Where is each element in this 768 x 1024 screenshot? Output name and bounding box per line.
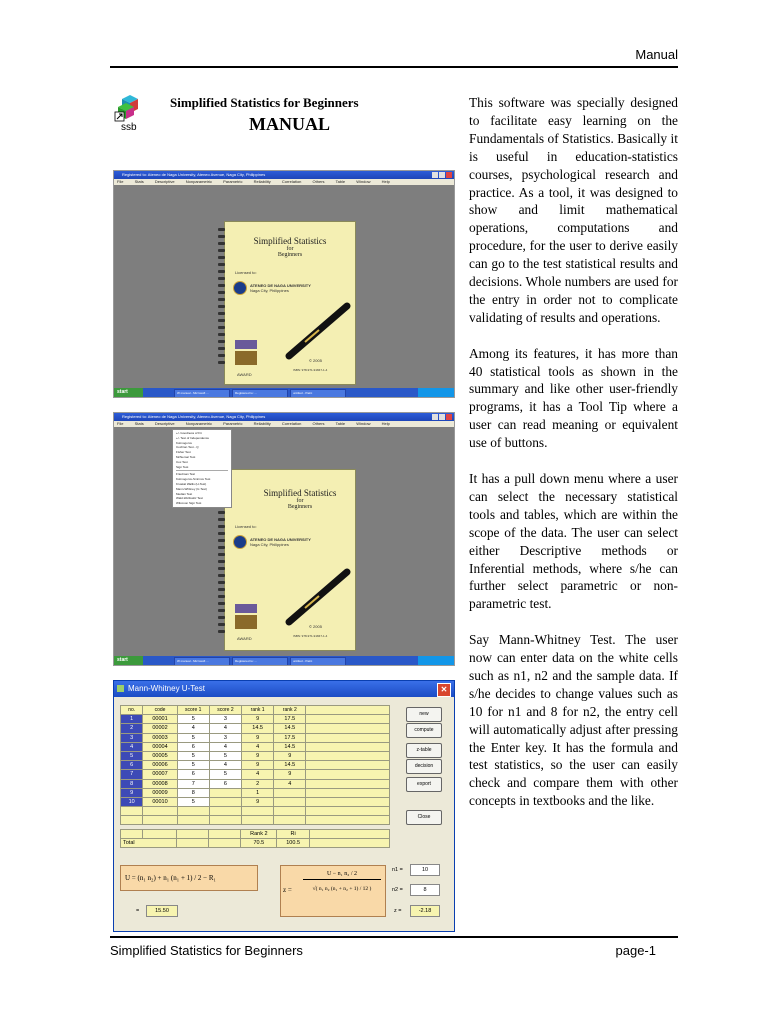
menu-item[interactable]: Help — [381, 421, 390, 426]
menu-item[interactable]: Correlation — [281, 421, 302, 426]
mann-whitney-titlebar — [114, 681, 454, 697]
dropdown-item[interactable]: Wald-Wolfowitz Test — [176, 496, 203, 501]
u-value: 15.50 — [146, 905, 178, 917]
data-table — [120, 705, 390, 825]
menu-bar — [114, 421, 454, 427]
maximize-icon[interactable] — [439, 414, 445, 420]
dropdown-item[interactable]: Kolmogorov — [176, 440, 193, 445]
dropdown-item[interactable]: +/- Test of Independence — [176, 435, 210, 440]
menu-item[interactable]: File — [117, 179, 124, 184]
award-badge-icon — [235, 604, 259, 634]
export-button[interactable]: export — [406, 777, 442, 792]
splash-title: Simplified Statistics — [253, 236, 327, 246]
column-header: score 1 — [177, 706, 209, 715]
table-row: 1 00001 5 3 9 17.5 — [121, 715, 390, 724]
minimize-icon[interactable] — [432, 414, 438, 420]
dropdown-item[interactable]: Median Test — [176, 491, 193, 496]
menu-bar — [114, 179, 454, 185]
column-header: rank 1 — [242, 706, 274, 715]
doc-subtitle: MANUAL — [249, 114, 330, 134]
table-row — [121, 807, 390, 816]
app-icon — [117, 685, 124, 692]
mann-whitney-window — [113, 680, 455, 932]
table-row: 7 00007 6 5 4 9 — [121, 770, 390, 779]
empty-cell — [306, 706, 390, 715]
z-value: -2.18 — [410, 905, 440, 917]
dropdown-item[interactable]: Kruskal Wallis (H-Test) — [176, 481, 207, 486]
award-badge-icon — [235, 340, 259, 370]
taskbar-item[interactable]: Registered to: ... — [232, 389, 288, 398]
pen-icon — [285, 566, 355, 626]
menu-item[interactable]: Window — [356, 421, 371, 426]
dropdown-item[interactable]: +/- Goodness of Fit — [176, 431, 202, 435]
close-button[interactable]: Close — [406, 810, 442, 825]
start-button[interactable]: start — [114, 388, 143, 397]
table-row: 10 00010 5 9 — [121, 797, 390, 806]
window-titlebar: Registered to: Ateneo de Naga University, Ateneo Avenue, Naga City, Philippines — [114, 413, 454, 421]
pen-icon — [285, 300, 355, 360]
dropdown-item[interactable]: Fisher Test — [176, 450, 191, 455]
menu-item[interactable]: Nonparametric — [185, 179, 212, 184]
column-header: score 2 — [209, 706, 241, 715]
splash-notebook: Simplified Statistics for Beginners Licensed to: ATENEO DE NAGA UNIVERSITY Naga City, Philippines AWARD © 2005 ISBN: 978-971-91847-1-4 — [224, 469, 356, 651]
menu-item[interactable]: Stats — [134, 421, 144, 426]
window-titlebar: Registered to: Ateneo de Naga University, Ateneo Avenue, Naga City, Philippines — [114, 171, 454, 179]
app-screenshot-menu — [113, 412, 455, 666]
dropdown-item[interactable]: Cox Test — [176, 459, 188, 464]
dropdown-item[interactable]: Kolmogorov-Smirnov Test — [176, 477, 211, 482]
menu-item[interactable]: Stats — [134, 179, 144, 184]
decision-button[interactable]: decision — [406, 759, 442, 774]
new-button[interactable]: new — [406, 707, 442, 722]
close-icon[interactable] — [446, 414, 452, 420]
u-formula: U = (n₁ n₂) + n₁ (n₁ + 1) / 2 − R₁ — [120, 865, 258, 891]
menu-item[interactable]: Parametric — [223, 421, 243, 426]
dropdown-item[interactable]: McNemar Test — [176, 454, 196, 459]
table-row — [121, 816, 390, 825]
menu-item[interactable]: Parametric — [223, 179, 243, 184]
compute-button[interactable]: compute — [406, 723, 442, 738]
splash-notebook: Simplified Statistics for Beginners Licensed to: ATENEO DE NAGA UNIVERSITY Naga City, Philippines AWARD © 2005 ISBN: 978-971-91847-1-4 — [224, 221, 356, 385]
totals-row: Total 70.5 100.5 — [121, 839, 390, 848]
menu-item[interactable]: Reliability — [253, 179, 271, 184]
taskbar — [114, 656, 454, 665]
menu-item[interactable]: Table — [335, 421, 346, 426]
nonparametric-dropdown-menu — [172, 429, 232, 508]
dropdown-item[interactable]: Mann-Whitney (U-Test) — [176, 486, 207, 491]
minimize-icon[interactable] — [432, 172, 438, 178]
taskbar-item[interactable]: untitled - Paint — [290, 389, 346, 398]
start-button[interactable]: start — [114, 656, 143, 665]
close-icon[interactable] — [446, 172, 452, 178]
table-header-row — [121, 706, 390, 715]
university-seal-icon — [233, 535, 247, 549]
table-row: 6 00006 5 4 9 14.5 — [121, 761, 390, 770]
system-tray — [418, 656, 454, 665]
menu-item[interactable]: Reliability — [253, 421, 271, 426]
menu-item[interactable]: Correlation — [281, 179, 302, 184]
totals-table — [120, 829, 390, 848]
dropdown-item[interactable]: Cochran Test - Q — [176, 445, 199, 450]
menu-item[interactable]: Help — [381, 179, 390, 184]
dropdown-item[interactable]: Friedman Test — [176, 472, 195, 477]
z-label: z = — [394, 908, 402, 914]
splash-title: Simplified Statistics — [263, 488, 337, 498]
footer-title: Simplified Statistics for Beginners — [110, 943, 303, 958]
menu-item[interactable]: Descriptive — [154, 421, 175, 426]
body-text — [469, 94, 678, 828]
taskbar-item[interactable]: W manual - Microsoft ... — [174, 389, 230, 398]
table-row: 4 00004 6 4 4 14.5 — [121, 742, 390, 751]
header-label: Manual — [635, 47, 678, 62]
maximize-icon[interactable] — [439, 172, 445, 178]
taskbar-item[interactable]: Registered to: ... — [232, 657, 288, 666]
n2-input[interactable]: 8 — [410, 884, 440, 896]
paragraph: Among its features, it has more than 40 statistical tools as shown in the summary and like other user-friendly programs, it has a Tool Tip where a user can read meaning or equivalent use of buttons. — [469, 345, 678, 451]
footer-rule — [110, 936, 678, 938]
menu-item[interactable]: Table — [335, 179, 346, 184]
menu-item[interactable]: Descriptive — [154, 179, 175, 184]
taskbar-item[interactable]: W manual - Microsoft ... — [174, 657, 230, 666]
close-icon[interactable]: ✕ — [437, 683, 451, 697]
system-tray — [418, 388, 454, 397]
dropdown-item[interactable]: Wilcoxon Sign Test — [176, 501, 202, 506]
paragraph: This software was specially designed to facilitate easy learning on the Fundamentals of Statistics. Basically it is useful in education-statistics courses, psychological research and practice. As a tool, it was designed to show and limit mathematical operations, computations and procedure, for the user to derive easily can go to the test statistical results and decisions. Whole numbers are used for the entry in order not to complicate validating of results and operations. — [469, 95, 678, 325]
column-header: no. — [121, 706, 143, 715]
n2-label: n2 = — [392, 887, 403, 893]
menu-item[interactable]: Window — [356, 179, 371, 184]
z-table-button[interactable]: z-table — [406, 743, 442, 758]
university-seal-icon — [233, 281, 247, 295]
column-header: rank 2 — [274, 706, 306, 715]
table-row: 9 00009 8 1 — [121, 788, 390, 797]
taskbar-item[interactable]: untitled - Paint — [290, 657, 346, 666]
z-formula: z = U − n₁ n₂ / 2 √( n₁ n₂ (n₁ + n₂ + 1) / 12 ) — [280, 865, 386, 917]
column-header: code — [143, 706, 177, 715]
window-title: Mann-Whitney U-Test — [128, 684, 205, 693]
totals-header-row: Rank 2 Ri — [121, 830, 390, 839]
page-number: page-1 — [615, 943, 656, 958]
u-label: = — [136, 908, 140, 914]
n1-input[interactable]: 10 — [410, 864, 440, 876]
dropdown-item[interactable]: Sign Test — [176, 464, 189, 469]
paragraph: It has a pull down menu where a user can select the necessary statistical tools and tables, which are within the scope of the data. The user can select either Descriptive methods or Inferential methods, where s/he can further select parametric or non-parametric test. — [469, 471, 678, 612]
menu-item[interactable]: Others — [312, 421, 325, 426]
logo-caption: ssb — [121, 122, 137, 133]
table-row: 5 00005 5 5 9 9 — [121, 751, 390, 760]
table-row: 8 00008 7 6 2 4 — [121, 779, 390, 788]
n1-label: n1 = — [392, 867, 403, 873]
paragraph: Say Mann-Whitney Test. The user now can enter data on the white cells such as n1, n2 and the sample data. If s/he decides to change values such as 10 for n1 and 8 for n2, the entry cell will automatically adjust after pressing the Enter key. It has the formula and test statistics, so the user can easily check and compare them with other concepts in textbooks and the like. — [469, 632, 678, 809]
taskbar — [114, 388, 454, 397]
menu-item[interactable]: Others — [312, 179, 325, 184]
menu-item[interactable]: Nonparametric — [185, 421, 212, 426]
table-row: 2 00002 4 4 14.5 14.5 — [121, 724, 390, 733]
header-rule — [110, 66, 678, 68]
menu-item[interactable]: File — [117, 421, 124, 426]
doc-title: Simplified Statistics for Beginners — [170, 95, 359, 110]
app-screenshot-main — [113, 170, 455, 398]
table-row: 3 00003 5 3 9 17.5 — [121, 733, 390, 742]
